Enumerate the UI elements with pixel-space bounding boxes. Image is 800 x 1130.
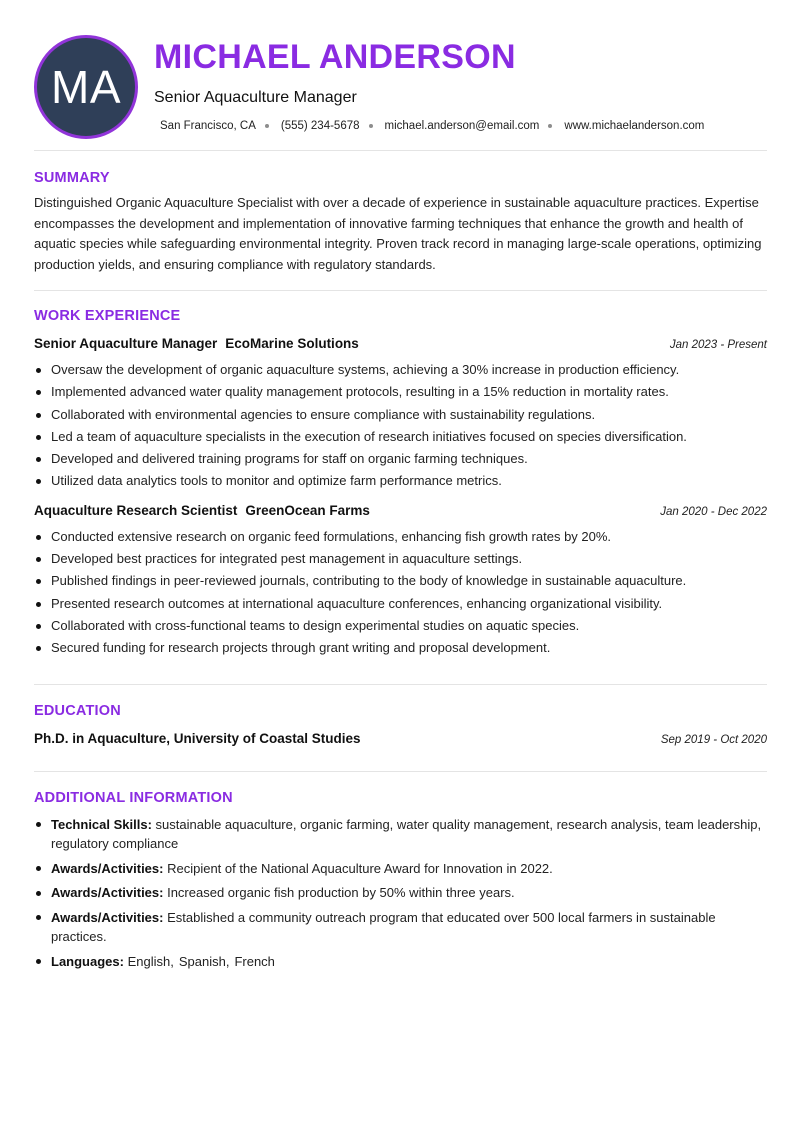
separator-dot-icon <box>265 124 269 128</box>
candidate-name: MICHAEL ANDERSON <box>154 38 516 76</box>
info-label: Awards/Activities: <box>51 909 164 925</box>
job-header <box>34 335 767 353</box>
job-role: Senior Aquaculture Manager <box>34 336 218 351</box>
section-heading-education: EDUCATION <box>34 702 121 719</box>
info-label: Awards/Activities: <box>51 860 164 876</box>
section-heading-additional: ADDITIONAL INFORMATION <box>34 789 233 806</box>
section-divider <box>34 290 767 291</box>
job-company: GreenOcean Farms <box>245 502 370 518</box>
candidate-title: Senior Aquaculture Manager <box>154 89 357 106</box>
experience-section <box>34 308 767 660</box>
list-item <box>51 815 767 854</box>
info-text: Established a community outreach program that educated over 500 local farmers in sustainable practices. <box>51 909 716 945</box>
job-header <box>34 502 767 520</box>
list-item: Oversaw the development of organic aquaculture systems, achieving a 30% increase in production efficiency. <box>51 359 767 381</box>
list-item: Collaborated with environmental agencies to ensure compliance with sustainability regulations. <box>51 404 767 426</box>
additional-list <box>34 815 767 972</box>
list-item <box>51 859 767 879</box>
list-item: Developed and delivered training programs for staff on organic farming techniques. <box>51 448 767 470</box>
list-item <box>51 952 767 972</box>
language: French <box>234 953 275 969</box>
list-item <box>51 883 767 903</box>
section-divider <box>34 150 767 151</box>
job-entry <box>34 502 767 660</box>
info-label: Technical Skills: <box>51 816 152 832</box>
education-entry <box>34 731 767 746</box>
list-item: Led a team of aquaculture specialists in the execution of research initiatives focused on species diversification. <box>51 426 767 448</box>
info-label: Awards/Activities: <box>51 885 164 901</box>
list-item <box>51 908 767 947</box>
list-item: Conducted extensive research on organic feed formulations, enhancing fish growth rates by 20%. <box>51 526 767 548</box>
job-dates: Jan 2023 - Present <box>669 339 767 351</box>
info-text: Recipient of the National Aquaculture Award for Innovation in 2022. <box>167 860 553 876</box>
summary-section <box>34 170 767 275</box>
summary-text: Distinguished Organic Aquaculture Specialist with over a decade of experience in sustainable aquaculture practices. Expertise encompasses the development and implementation of innovative farming techniques that enhance the growth and health of aquatic species while safeguarding environmental integrity. Proven track record in managing large-scale operations, optimizing production yields, and ensuring compliance with regulatory standards. <box>34 195 762 272</box>
section-heading-summary: SUMMARY <box>34 170 110 186</box>
avatar <box>34 35 138 139</box>
job-entry <box>34 335 767 493</box>
contact-location: San Francisco, CA <box>160 120 256 132</box>
info-text: Increased organic fish production by 50% within three years. <box>167 885 515 901</box>
list-item: Utilized data analytics tools to monitor and optimize farm performance metrics. <box>51 470 767 492</box>
additional-section <box>34 790 767 972</box>
list-item: Secured funding for research projects through grant writing and proposal development. <box>51 637 767 659</box>
section-divider <box>34 684 767 685</box>
job-bullets <box>34 526 767 660</box>
job-dates: Jan 2020 - Dec 2022 <box>660 505 767 518</box>
job-company: EcoMarine Solutions <box>225 336 359 351</box>
separator-dot-icon <box>369 124 373 128</box>
list-item: Published findings in peer-reviewed journals, contributing to the body of knowledge in sustainable aquaculture. <box>51 570 767 592</box>
contact-email-link[interactable]: michael.anderson@email.com <box>384 120 540 132</box>
education-section <box>34 703 767 746</box>
job-role: Aquaculture Research Scientist <box>34 502 238 518</box>
info-text: sustainable aquaculture, organic farming, water quality management, research analysis, team leadership, regulatory compliance <box>51 816 762 852</box>
list-item: Presented research outcomes at international aquaculture conferences, enhancing organizational visibility. <box>51 593 767 615</box>
education-degree: Ph.D. in Aquaculture, University of Coastal Studies <box>34 730 361 746</box>
language: English, <box>127 953 174 969</box>
resume-header <box>34 0 767 150</box>
section-divider <box>34 771 767 772</box>
contact-phone: (555) 234-5678 <box>280 120 360 132</box>
info-label: Languages: <box>51 953 124 969</box>
language: Spanish, <box>178 953 230 969</box>
resume-page <box>34 0 767 976</box>
list-item: Developed best practices for integrated pest management in aquaculture settings. <box>51 548 767 570</box>
avatar-initials: MA <box>51 61 121 113</box>
contact-website-link[interactable]: www.michaelanderson.com <box>564 120 705 132</box>
list-item: Collaborated with cross-functional teams to design experimental studies on aquatic species. <box>51 615 767 637</box>
section-heading-experience: WORK EXPERIENCE <box>34 308 181 324</box>
list-item: Implemented advanced water quality management protocols, resulting in a 15% reduction in mortality rates. <box>51 381 767 403</box>
education-dates: Sep 2019 - Oct 2020 <box>660 733 767 746</box>
job-bullets <box>34 359 767 493</box>
contact-line <box>160 120 704 132</box>
separator-dot-icon <box>548 124 552 128</box>
